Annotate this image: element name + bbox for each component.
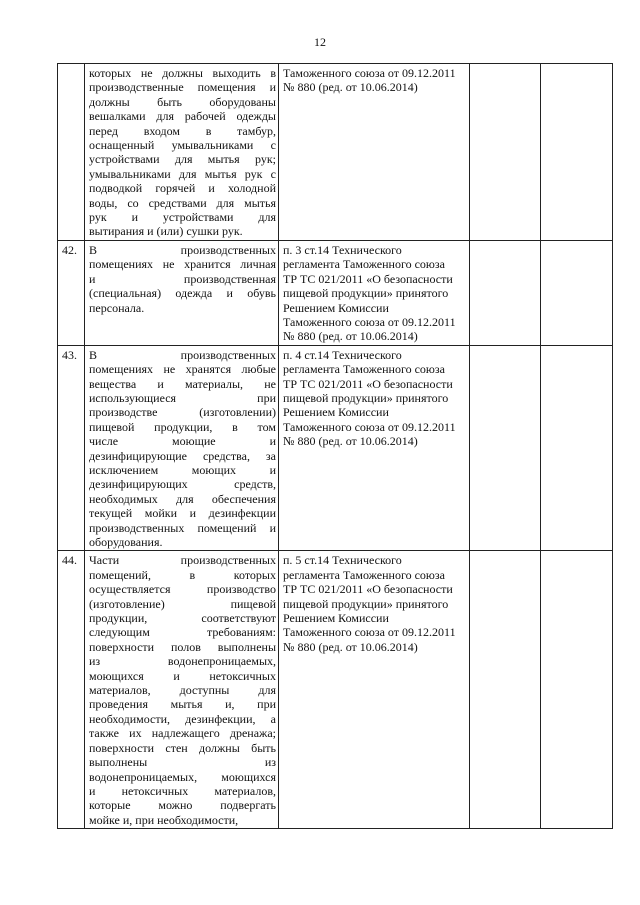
reference-line: Таможенного союза от 09.12.2011 (283, 625, 456, 640)
requirement-line: из водонепроницаемых, (89, 654, 276, 669)
requirement-line: продукции, соответствуют (89, 611, 276, 626)
reference-cell (279, 551, 470, 829)
answer-cell (470, 64, 541, 241)
reference-line: № 880 (ред. от 10.06.2014) (283, 434, 418, 449)
reference-line: Решением Комиссии (283, 405, 389, 420)
reference-line: регламента Таможенного союза (283, 257, 445, 272)
reference-line: п. 5 ст.14 Технического (283, 553, 402, 568)
requirement-line: поверхности стен должны быть (89, 740, 276, 755)
reference-line: Таможенного союза от 09.12.2011 (283, 66, 456, 80)
requirement-line: оборудования. (89, 535, 163, 549)
requirement-line: производственные помещения и (89, 80, 276, 95)
requirement-line: подводкой горячей и холодной (89, 181, 276, 196)
item-number: 44. (58, 551, 85, 829)
requirement-line: перед входом в тамбур, (89, 123, 276, 138)
requirement-line: поверхности полов выполнены (89, 639, 276, 654)
requirement-line: должны быть оборудованы (89, 94, 276, 109)
item-number: 42. (58, 240, 85, 345)
item-number: 43. (58, 345, 85, 551)
requirements-table (57, 63, 613, 829)
requirement-cell (85, 240, 279, 345)
reference-line: Решением Комиссии (283, 611, 389, 626)
reference-cell (279, 345, 470, 551)
requirement-line: моющихся и нетоксичных (89, 668, 276, 683)
requirement-line: которые можно подвергать (89, 798, 276, 813)
requirement-line: производственных помещений и (89, 520, 276, 535)
requirement-line: мойке и, при необходимости, (89, 812, 239, 827)
requirement-line: числе моющие и (89, 434, 276, 449)
requirement-line: В производственных (89, 242, 276, 257)
requirement-line: которых не должны выходить в (89, 66, 276, 80)
reference-line: регламента Таможенного союза (283, 362, 445, 377)
requirement-line: исключением моющих и (89, 462, 276, 477)
requirement-line: необходимых для обеспечения (89, 491, 276, 506)
requirement-line: дезинфицирующие средства, за (89, 448, 276, 463)
reference-line: Таможенного союза от 09.12.2011 (283, 419, 456, 434)
reference-line: пищевой продукции» принятого (283, 596, 449, 611)
table-row (58, 64, 613, 241)
reference-line: п. 3 ст.14 Технического (283, 242, 402, 257)
requirement-line: (специальная) одежда и обувь (89, 286, 276, 301)
requirement-line: проведения мытья и, при (89, 697, 276, 712)
requirement-line: персонала. (89, 300, 145, 315)
requirement-line: и нетоксичных материалов, (89, 783, 276, 798)
requirement-line: вешалками для рабочей одежды (89, 109, 276, 124)
reference-line: п. 4 ст.14 Технического (283, 347, 402, 362)
reference-line: № 880 (ред. от 10.06.2014) (283, 80, 418, 95)
reference-line: ТР ТС 021/2011 «О безопасности (283, 271, 453, 286)
reference-cell (279, 64, 470, 241)
reference-line: ТР ТС 021/2011 «О безопасности (283, 376, 453, 391)
requirement-line: устройствами для мытья рук; (89, 152, 276, 167)
requirement-line: пищевой продукции, в том (89, 419, 276, 434)
requirement-line: умывальниками для мытья рук с (89, 166, 276, 181)
requirement-line: помещениях не хранится личная (89, 257, 276, 272)
requirement-line: В производственных (89, 347, 276, 362)
answer-cell (470, 240, 541, 345)
reference-cell (279, 240, 470, 345)
note-cell (541, 345, 613, 551)
requirement-line: дезинфицирующих средств, (89, 477, 276, 492)
requirement-line: следующим требованиям: (89, 625, 276, 640)
requirement-line: вещества и материалы, не (89, 376, 276, 391)
reference-line: ТР ТС 021/2011 «О безопасности (283, 582, 453, 597)
item-number (58, 64, 85, 241)
table-body (58, 64, 613, 829)
requirement-line: рук и устройствами для (89, 210, 276, 225)
table-row (58, 345, 613, 551)
requirement-line: помещениях не хранятся любые (89, 362, 276, 377)
requirement-cell (85, 345, 279, 551)
requirement-line: использующиеся при (89, 390, 276, 405)
reference-line: Таможенного союза от 09.12.2011 (283, 314, 456, 329)
reference-line: № 880 (ред. от 10.06.2014) (283, 639, 418, 654)
note-cell (541, 551, 613, 829)
requirement-cell (85, 551, 279, 829)
requirement-line: текущей мойки и дезинфекции (89, 506, 276, 521)
requirement-line: Части производственных (89, 553, 276, 568)
note-cell (541, 240, 613, 345)
requirement-line: помещений, в которых (89, 567, 276, 582)
table-row (58, 551, 613, 829)
reference-line: регламента Таможенного союза (283, 567, 445, 582)
requirement-line: выполнены из (89, 755, 276, 770)
requirement-line: также их надлежащего дренажа; (89, 726, 276, 741)
requirement-line: необходимости, дезинфекции, а (89, 711, 276, 726)
reference-line: Решением Комиссии (283, 300, 389, 315)
requirement-line: материалов, доступны для (89, 683, 276, 698)
answer-cell (470, 551, 541, 829)
reference-line: пищевой продукции» принятого (283, 390, 449, 405)
table-row (58, 240, 613, 345)
note-cell (541, 64, 613, 241)
page-number: 12 (314, 35, 326, 49)
requirement-line: (изготовление) пищевой (89, 596, 276, 611)
answer-cell (470, 345, 541, 551)
reference-line: пищевой продукции» принятого (283, 286, 449, 301)
requirement-line: вытирания и (или) сушки рук. (89, 224, 243, 239)
requirement-line: осуществляется производство (89, 582, 276, 597)
requirement-cell (85, 64, 279, 241)
requirement-line: воды, со средствами для мытья (89, 195, 276, 210)
requirement-line: производстве (изготовлении) (89, 405, 276, 420)
requirement-line: и производственная (89, 271, 276, 286)
requirement-line: оснащенный умывальниками с (89, 138, 276, 153)
requirement-line: водонепроницаемых, моющихся (89, 769, 276, 784)
reference-line: № 880 (ред. от 10.06.2014) (283, 329, 418, 344)
